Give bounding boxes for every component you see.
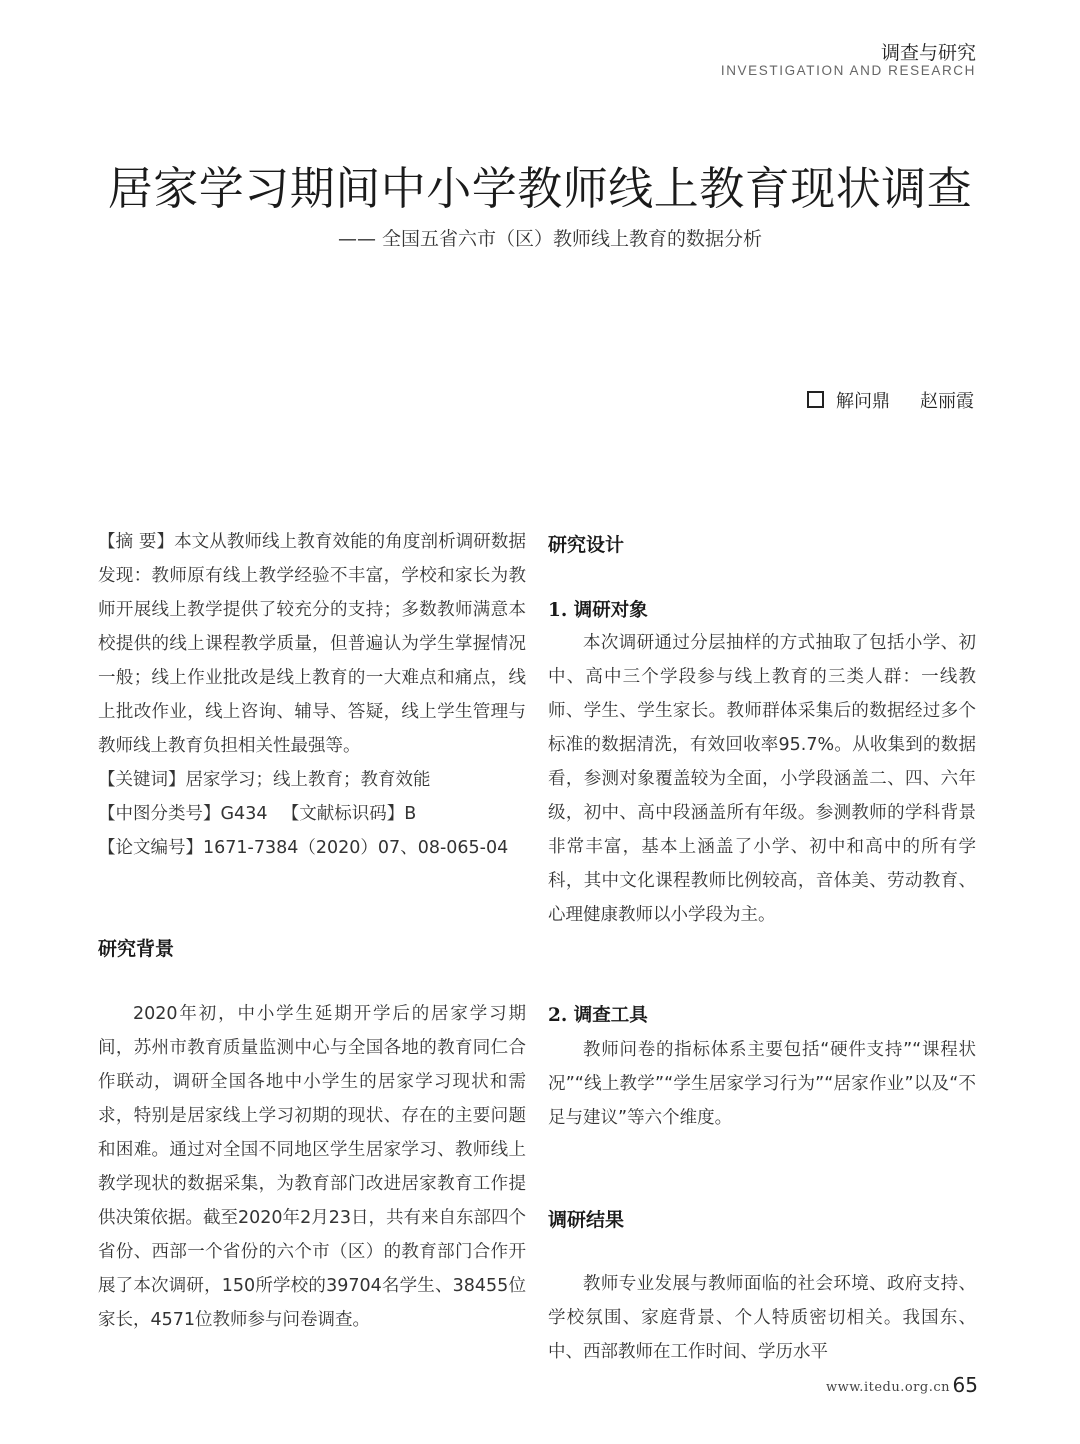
journal-url: www.itedu.org.cn — [825, 1380, 950, 1395]
subject-text: 本次调研通过分层抽样的方式抽取了包括小学、初中、高中三个学段参与线上教育的三类人群：一线教师、学生、学生家长。教师群体采集后的数据经过多个标准的数据清洗，有效回收率95.7%。从收集到的数据看，参测对象覆盖较为全面，小学段涵盖二、四、六年级，初中、高中段涵盖所有年级。参测教师的学科背景非常丰富，基本上涵盖了小学、初中和高中的所有学科，其中文化课程教师比例较高，音体美、劳动教育、心理健康教师以小学段为主。 — [548, 633, 976, 925]
article-title: 居家学习期间中小学教师线上教育现状调查 — [107, 162, 973, 215]
section-title-cn: 调查与研究 — [880, 42, 976, 64]
author-name: 赵丽霞 — [920, 391, 974, 412]
page-number: 65 — [952, 1373, 978, 1397]
article-number: 【论文编号】1671-7384（2020）07、08-065-04 — [98, 838, 509, 858]
article-subtitle: —— 全国五省六市（区）教师线上教育的数据分析 — [337, 228, 763, 250]
tool-heading: 2. 调查工具 — [548, 1005, 648, 1026]
keywords: 【关键词】居家学习；线上教育；教育效能 — [98, 770, 431, 790]
background-section — [98, 997, 526, 1337]
design-heading: 研究设计 — [548, 534, 625, 556]
background-heading: 研究背景 — [98, 938, 175, 960]
author-name: 解问鼎 — [836, 391, 890, 412]
subject-section — [548, 626, 976, 932]
abstract-block — [98, 525, 526, 865]
square-icon — [807, 391, 824, 408]
subject-heading: 1. 调研对象 — [548, 600, 648, 621]
classification: 【中图分类号】G434 【文献标识码】B — [98, 804, 417, 824]
author-line — [807, 387, 974, 413]
results-section — [548, 1267, 976, 1369]
tool-text: 教师问卷的指标体系主要包括“硬件支持”“课程状况”“线上教学”“学生居家学习行为”“居家作业”以及“不足与建议”等六个维度。 — [548, 1040, 976, 1128]
abstract-text: 【摘 要】本文从教师线上教育效能的角度剖析调研数据发现：教师原有线上教学经验不丰富，学校和家长为教师开展线上教学提供了较充分的支持；多数教师满意本校提供的线上课程教学质量，但普遍认为学生掌握情况一般；线上作业批改是线上教育的一大难点和痛点，线上批改作业，线上咨询、辅导、答疑，线上学生管理与教师线上教育负担相关性最强等。 — [98, 532, 526, 756]
section-title-en: INVESTIGATION AND RESEARCH — [720, 63, 976, 78]
results-text: 教师专业发展与教师面临的社会环境、政府支持、学校氛围、家庭背景、个人特质密切相关。我国东、中、西部教师在工作时间、学历水平 — [548, 1274, 976, 1362]
background-text: 2020年初，中小学生延期开学后的居家学习期间，苏州市教育质量监测中心与全国各地的教育同仁合作联动，调研全国各地中小学生的居家学习现状和需求，特别是居家线上学习初期的现状、存在的主要问题和困难。通过对全国不同地区学生居家学习、教师线上教学现状的数据采集，为教育部门改进居家教育工作提供决策依据。截至2020年2月23日，共有来自东部四个省份、西部一个省份的六个市（区）的教育部门合作开展了本次调研，150所学校的39704名学生、38455位家长，4571位教师参与问卷调查。 — [98, 1004, 526, 1330]
tool-section — [548, 1033, 976, 1135]
results-heading: 调研结果 — [548, 1209, 625, 1231]
